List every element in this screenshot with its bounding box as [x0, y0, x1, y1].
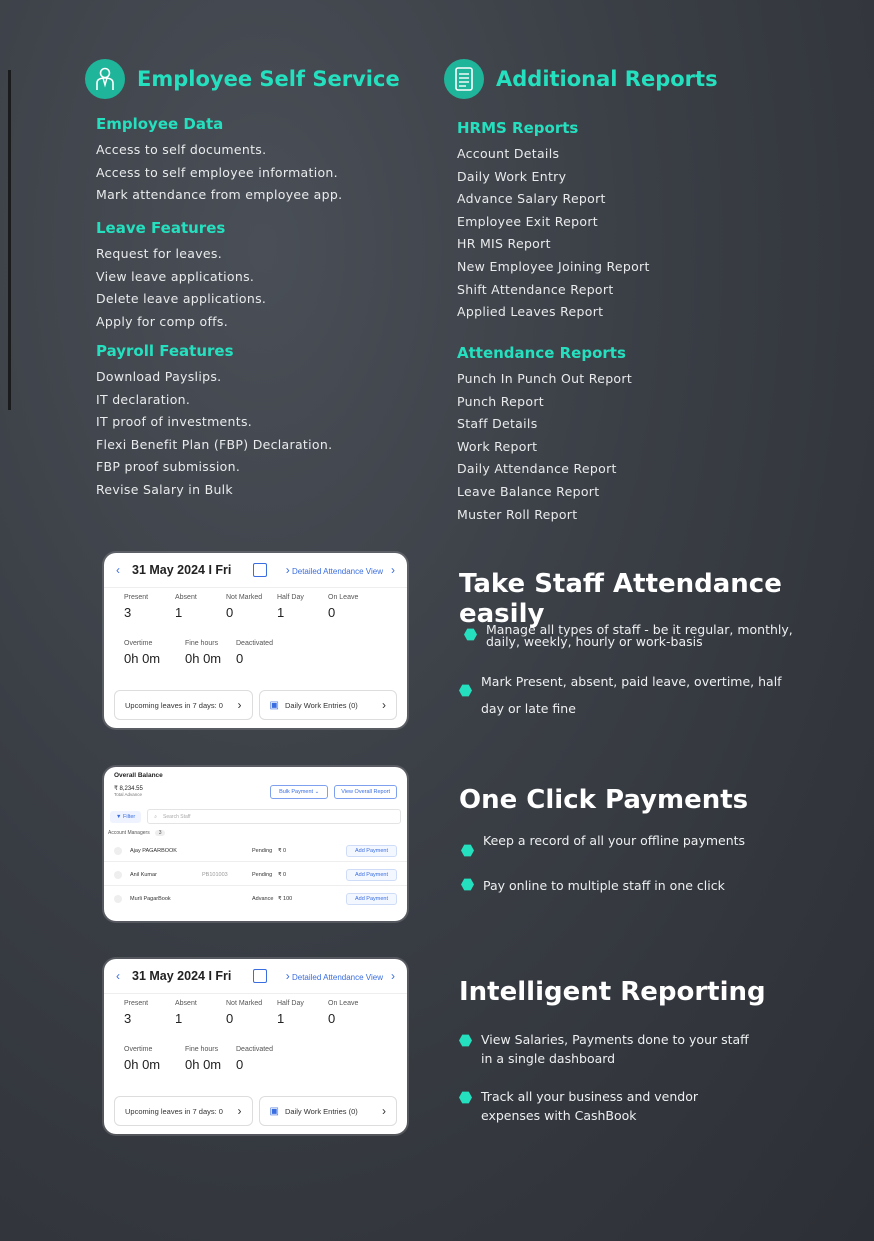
- stat-absent: [175, 594, 226, 620]
- stat-label: Deactivated: [236, 640, 273, 647]
- attendance-card-footer: [104, 690, 407, 720]
- stat-half-day: [277, 1000, 328, 1026]
- chevron-right-icon: ›: [382, 698, 386, 712]
- button-label: Daily Work Entries (0): [284, 1106, 358, 1116]
- list-item: Access to self employee information.: [96, 164, 338, 180]
- button-label: Daily Work Entries (0): [284, 700, 358, 710]
- feature-bullet: [461, 831, 791, 857]
- list-item: HR MIS Report: [457, 236, 551, 252]
- stat-value: 0h 0m: [185, 651, 222, 666]
- list-item: Flexi Benefit Plan (FBP) Declaration.: [96, 436, 333, 452]
- attendance-card: [104, 553, 407, 728]
- balance-amount: ₹ 8,234.55: [114, 786, 143, 792]
- upcoming-leaves-button[interactable]: [114, 1096, 253, 1126]
- list-item: Punch Report: [457, 393, 544, 409]
- list-item: Daily Attendance Report: [457, 461, 617, 477]
- payments-toolbar: [110, 809, 401, 824]
- list-item: FBP proof submission.: [96, 459, 241, 475]
- stats-row: [104, 588, 407, 620]
- bullet-text: Keep a record of all your offline payments: [483, 833, 746, 848]
- list-item: Shift Attendance Report: [457, 281, 614, 297]
- chevron-right-icon: ›: [382, 1104, 386, 1118]
- button-label: Bulk Payment: [279, 789, 314, 795]
- list-item: Access to self documents.: [96, 142, 267, 157]
- ess-group-payroll: [96, 342, 332, 502]
- balance-block: [114, 785, 143, 797]
- payment-amount: ₹ 0: [278, 872, 287, 878]
- balance-label: Total Advance: [114, 792, 143, 797]
- button-label: Upcoming leaves in 7 days: 0: [125, 1106, 223, 1116]
- bullet-text: Mark Present, absent, paid leave, overtime, half day or late fine: [481, 674, 782, 716]
- list-item: Employee Exit Report: [457, 213, 598, 229]
- view-overall-report-button[interactable]: View Overall Report: [334, 785, 397, 799]
- stat-label: Deactivated: [236, 1046, 273, 1053]
- stat-half-day: [277, 594, 328, 620]
- add-payment-button[interactable]: Add Payment: [346, 893, 397, 905]
- feature-bullet: [464, 624, 794, 648]
- stat-absent: [175, 1000, 226, 1026]
- group-label: Account Managers: [108, 830, 150, 836]
- button-label: Filter: [122, 813, 136, 820]
- stat-label: Overtime: [124, 640, 153, 647]
- list-item: Delete leave applications.: [96, 291, 267, 307]
- link-label: Detailed Attendance View: [291, 973, 383, 982]
- payment-status: Pending: [252, 848, 273, 854]
- stat-on-leave: [328, 1000, 379, 1026]
- calendar-icon[interactable]: [253, 563, 267, 577]
- list-item: Account Details: [457, 146, 560, 161]
- stat-value: 1: [277, 605, 285, 620]
- stat-deactivated: [236, 640, 296, 666]
- stat-overtime: [124, 640, 185, 666]
- avatar: [114, 847, 122, 855]
- attendance-card: [104, 959, 407, 1134]
- attendance-card-footer: [104, 1096, 407, 1126]
- feature-bullet: [459, 668, 799, 722]
- detailed-attendance-link[interactable]: [286, 563, 383, 577]
- staff-id: PB101003: [202, 872, 228, 878]
- stat-overtime: [124, 1046, 185, 1072]
- list-item: Advance Salary Report: [457, 191, 606, 207]
- stat-value: 0: [226, 1011, 234, 1026]
- stats-row: [104, 1026, 407, 1072]
- stat-label: Not Marked: [226, 1000, 263, 1007]
- list-item: Work Report: [457, 438, 538, 454]
- briefcase-icon: ▣: [269, 1105, 279, 1117]
- table-row[interactable]: [104, 889, 407, 909]
- list-item: Muster Roll Report: [457, 506, 578, 522]
- list-item: Staff Details: [457, 416, 538, 432]
- list-item: Applied Leaves Report: [457, 304, 604, 320]
- search-icon: ⌕: [154, 813, 158, 820]
- feature-title: Intelligent Reporting: [459, 977, 766, 1007]
- payments-actions: [270, 785, 397, 799]
- stat-label: Not Marked: [226, 594, 263, 601]
- stat-value: 0: [328, 1011, 336, 1026]
- list-item: IT declaration.: [96, 391, 191, 407]
- attendance-date: 31 May 2024 I Fri: [132, 563, 232, 577]
- feature-title: Take Staff Attendance easily: [459, 569, 782, 629]
- button-label: Upcoming leaves in 7 days: 0: [125, 700, 223, 710]
- stat-label: Absent: [175, 1000, 197, 1007]
- stat-fine-hours: [185, 640, 236, 666]
- bullet-text: Manage all types of staff - be it regular, monthly, daily, weekly, hourly or work-basis: [486, 622, 793, 649]
- stat-value: 0h 0m: [124, 1057, 161, 1072]
- group-title: Leave Features: [96, 219, 226, 237]
- stat-not-marked: [226, 1000, 277, 1026]
- stat-value: 1: [175, 605, 183, 620]
- hexagon-bullet-icon: [459, 684, 472, 697]
- payments-summary: [114, 785, 397, 799]
- list-item: View leave applications.: [96, 268, 255, 284]
- daily-work-entries-button[interactable]: [259, 1096, 398, 1126]
- add-payment-button[interactable]: Add Payment: [346, 845, 397, 857]
- chevron-left-icon[interactable]: ‹: [116, 969, 120, 983]
- stat-label: Half Day: [277, 594, 304, 601]
- stat-present: [124, 594, 175, 620]
- table-row[interactable]: [104, 841, 407, 862]
- stats-row: [104, 620, 407, 666]
- daily-work-entries-button[interactable]: [259, 690, 398, 720]
- bullet-text: View Salaries, Payments done to your staff in a single dashboard: [481, 1032, 749, 1066]
- stat-label: On Leave: [328, 594, 359, 601]
- stat-label: Absent: [175, 594, 197, 601]
- stat-deactivated: [236, 1046, 296, 1072]
- chevron-right-icon[interactable]: ›: [391, 969, 395, 983]
- group-count-badge: 3: [155, 830, 166, 836]
- bullet-text: Track all your business and vendor expenses with CashBook: [481, 1089, 699, 1123]
- avatar: [114, 895, 122, 903]
- reports-title: Additional Reports: [496, 67, 718, 91]
- attendance-card-header: [104, 959, 407, 994]
- stat-not-marked: [226, 594, 277, 620]
- stats-row: [104, 994, 407, 1026]
- stat-value: 0h 0m: [185, 1057, 222, 1072]
- link-label: Detailed Attendance View: [291, 567, 383, 576]
- stat-value: 0h 0m: [124, 651, 161, 666]
- stat-label: Fine hours: [185, 640, 219, 647]
- feature-bullet: [461, 876, 791, 895]
- chevron-down-icon: ⌄: [314, 789, 320, 795]
- feature-title: One Click Payments: [459, 785, 749, 815]
- bulk-payment-button[interactable]: [270, 785, 328, 799]
- chevron-right-icon: ›: [237, 698, 242, 712]
- payments-header: [104, 767, 407, 799]
- list-item: Request for leaves.: [96, 246, 223, 261]
- staff-name: Ajay PAGARBOOK: [130, 848, 177, 854]
- group-title: Payroll Features: [96, 342, 234, 360]
- payment-status: Pending: [252, 872, 273, 878]
- list-item: IT proof of investments.: [96, 414, 253, 430]
- chevron-left-icon[interactable]: ‹: [116, 563, 120, 577]
- upcoming-leaves-button[interactable]: [114, 690, 253, 720]
- group-title: Attendance Reports: [457, 344, 626, 362]
- document-icon: [444, 59, 484, 99]
- search-placeholder: Search Staff: [163, 813, 191, 820]
- stat-value: 3: [124, 605, 132, 620]
- group-title: HRMS Reports: [457, 119, 579, 137]
- stat-label: Fine hours: [185, 1046, 219, 1053]
- feature-bullet: [459, 1030, 759, 1068]
- chevron-right-icon[interactable]: ›: [391, 563, 395, 577]
- list-item: Download Payslips.: [96, 369, 222, 384]
- stat-on-leave: [328, 594, 379, 620]
- stat-label: On Leave: [328, 1000, 359, 1007]
- filter-icon: ▼: [116, 813, 122, 820]
- hexagon-bullet-icon: [459, 1034, 472, 1047]
- list-item: Daily Work Entry: [457, 168, 567, 184]
- stat-label: Present: [124, 1000, 149, 1007]
- hexagon-bullet-icon: [459, 1091, 472, 1104]
- briefcase-icon: ▣: [269, 699, 279, 711]
- stat-value: 1: [175, 1011, 183, 1026]
- stat-value: 3: [124, 1011, 132, 1026]
- stat-value: 0: [226, 605, 234, 620]
- reports-group-attendance: [457, 344, 632, 526]
- ess-group-leave: [96, 219, 266, 333]
- payment-amount: ₹ 100: [278, 896, 293, 902]
- payment-amount: ₹ 0: [278, 848, 287, 854]
- payment-status: Advance: [252, 896, 274, 902]
- stat-label: Half Day: [277, 1000, 304, 1007]
- ess-group-employee-data: [96, 115, 342, 207]
- hexagon-bullet-icon: [461, 844, 474, 857]
- chevron-right-icon: ›: [237, 1104, 242, 1118]
- group-label-row: [104, 824, 407, 841]
- attendance-date: 31 May 2024 I Fri: [132, 969, 232, 983]
- reports-header: [444, 59, 718, 99]
- avatar: [114, 871, 122, 879]
- detailed-attendance-link[interactable]: [286, 969, 383, 983]
- stat-label: Overtime: [124, 1046, 153, 1053]
- stat-fine-hours: [185, 1046, 236, 1072]
- list-item: Leave Balance Report: [457, 483, 600, 499]
- bullet-text: Pay online to multiple staff in one click: [483, 878, 725, 893]
- list-item: Revise Salary in Bulk: [96, 481, 233, 497]
- table-row[interactable]: [104, 865, 407, 886]
- staff-name: Anil Kumar: [130, 872, 157, 878]
- stat-value: 0: [328, 605, 336, 620]
- reports-group-hrms: [457, 119, 650, 324]
- list-item: Mark attendance from employee app.: [96, 187, 343, 203]
- filter-button[interactable]: [110, 811, 141, 823]
- ess-title: Employee Self Service: [137, 67, 400, 91]
- overall-balance-heading: Overall Balance: [114, 772, 163, 779]
- hexagon-bullet-icon: [464, 628, 477, 641]
- stat-value: 1: [277, 1011, 285, 1026]
- staff-name: Murli PagarBook: [130, 896, 171, 902]
- hexagon-bullet-icon: [461, 878, 474, 891]
- attendance-card-header: [104, 553, 407, 588]
- stat-value: 0: [236, 651, 244, 666]
- list-item: New Employee Joining Report: [457, 258, 650, 274]
- ess-header: [85, 59, 400, 99]
- search-staff-input[interactable]: [147, 809, 401, 824]
- stat-label: Present: [124, 594, 149, 601]
- calendar-icon[interactable]: [253, 969, 267, 983]
- page-edge-line: [8, 70, 11, 410]
- feature-bullet: [459, 1087, 759, 1125]
- person-icon: [85, 59, 125, 99]
- chevron-right-icon: ›: [285, 563, 290, 577]
- stat-value: 0: [236, 1057, 244, 1072]
- stat-present: [124, 1000, 175, 1026]
- group-title: Employee Data: [96, 115, 224, 133]
- list-item: Apply for comp offs.: [96, 313, 228, 329]
- payments-card: [104, 767, 407, 921]
- list-item: Punch In Punch Out Report: [457, 371, 633, 386]
- chevron-right-icon: ›: [285, 969, 290, 983]
- add-payment-button[interactable]: Add Payment: [346, 869, 397, 881]
